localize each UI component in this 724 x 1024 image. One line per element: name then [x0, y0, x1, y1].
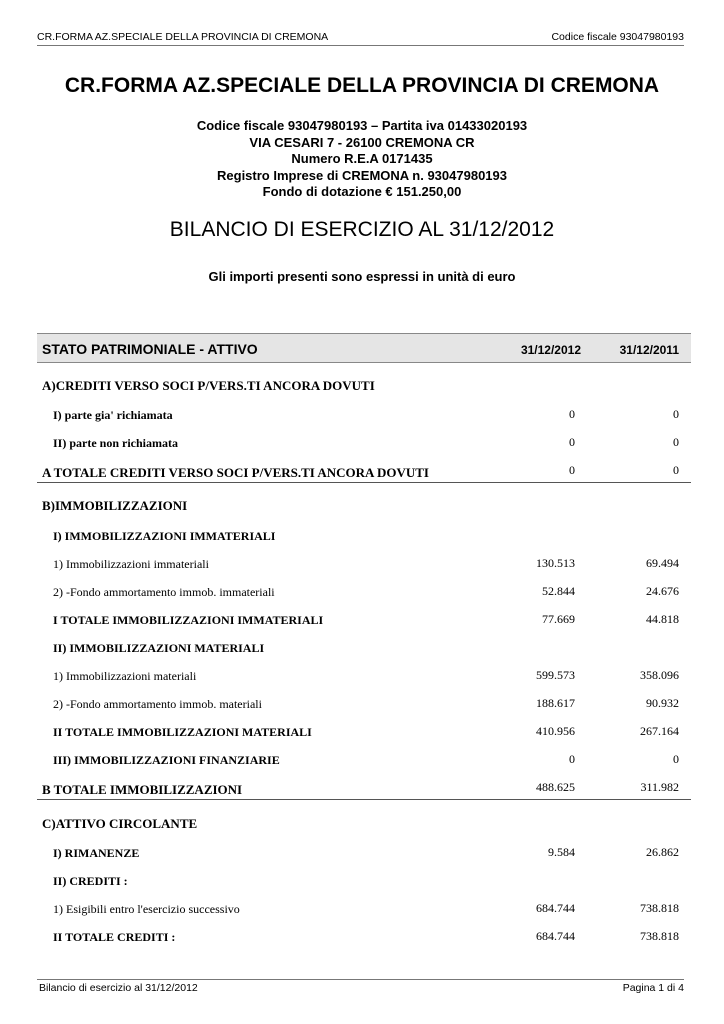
- table-row: [37, 583, 691, 603]
- row-value-2012: 488.625: [536, 780, 575, 794]
- row-value-2011: 267.164: [640, 724, 679, 738]
- row-value-2011: 358.096: [640, 668, 679, 682]
- row-label: 1) Immobilizzazioni immateriali: [53, 557, 209, 571]
- row-value-2012: 0: [569, 752, 575, 766]
- row-label: 2) -Fondo ammortamento immob. immateriali: [53, 585, 275, 599]
- row-label: II) parte non richiamata: [53, 436, 178, 450]
- row-label: C)ATTIVO CIRCOLANTE: [42, 816, 198, 831]
- row-label: I) RIMANENZE: [53, 846, 140, 860]
- footer-document-title: Bilancio di esercizio al 31/12/2012: [39, 982, 198, 994]
- row-value-2012: 0: [569, 435, 575, 449]
- row-value-2012: 410.956: [536, 724, 575, 738]
- row-value-2011: 69.494: [646, 556, 679, 570]
- table-row: [37, 695, 691, 715]
- row-label: II) IMMOBILIZZAZIONI MATERIALI: [53, 641, 265, 655]
- row-value-2011: 738.818: [640, 929, 679, 943]
- table-row: [37, 844, 691, 864]
- info-line-address: VIA CESARI 7 - 26100 CREMONA CR: [249, 134, 475, 150]
- table-row: [37, 814, 691, 834]
- table-row-total: [37, 611, 691, 631]
- row-label: B)IMMOBILIZZAZIONI: [42, 498, 188, 513]
- row-value-2012: 52.844: [542, 584, 575, 598]
- row-value-2011: 738.818: [640, 901, 679, 915]
- row-value-2011: 0: [673, 752, 679, 766]
- table-row: [37, 900, 691, 920]
- row-value-2011: 26.862: [646, 845, 679, 859]
- row-value-2012: 130.513: [536, 556, 575, 570]
- table-row: [37, 555, 691, 575]
- table-row: [37, 496, 691, 516]
- column-2011: 31/12/2011: [619, 343, 679, 357]
- company-info: [0, 118, 724, 201]
- table-row-total: [37, 723, 691, 743]
- row-value-2012: 77.669: [542, 612, 575, 626]
- row-label: II) CREDITI :: [53, 874, 128, 888]
- table-row-total: [37, 462, 691, 483]
- row-value-2011: 0: [673, 407, 679, 421]
- row-label: 2) -Fondo ammortamento immob. materiali: [53, 697, 262, 711]
- table-row: [37, 376, 691, 396]
- table-row-total: [37, 928, 691, 948]
- row-value-2011: 0: [673, 463, 679, 477]
- table-row: [37, 872, 691, 892]
- info-line-fund: Fondo di dotazione € 151.250,00: [262, 184, 462, 199]
- header-company: CR.FORMA AZ.SPECIALE DELLA PROVINCIA DI CREMONA: [37, 31, 329, 43]
- table-row: [37, 639, 691, 659]
- table-row: [37, 434, 691, 454]
- page-number: Pagina 1 di 4: [622, 982, 684, 994]
- row-value-2011: 24.676: [646, 584, 679, 598]
- info-line-fiscal: Codice fiscale 93047980193 – Partita iva 01433020193: [196, 118, 528, 133]
- table-row: [37, 527, 691, 547]
- table-row-total: [37, 779, 691, 800]
- row-label: 1) Immobilizzazioni materiali: [53, 669, 197, 683]
- row-value-2011: 311.982: [640, 780, 679, 794]
- row-value-2011: 44.818: [646, 612, 679, 626]
- row-label: III) IMMOBILIZZAZIONI FINANZIARIE: [53, 753, 280, 767]
- currency-note: Gli importi presenti sono espressi in unità di euro: [208, 269, 516, 284]
- row-value-2011: 90.932: [646, 696, 679, 710]
- header-fiscal-code: Codice fiscale 93047980193: [551, 31, 684, 43]
- info-line-rea: Numero R.E.A 0171435: [291, 151, 433, 166]
- table-heading: STATO PATRIMONIALE - ATTIVO: [42, 341, 258, 357]
- running-footer: [37, 979, 684, 996]
- row-label: II TOTALE IMMOBILIZZAZIONI MATERIALI: [53, 725, 312, 739]
- running-header: [37, 29, 684, 46]
- row-label: A)CREDITI VERSO SOCI P/VERS.TI ANCORA DOVUTI: [42, 378, 375, 393]
- table-row: [37, 667, 691, 687]
- row-label: 1) Esigibili entro l'esercizio successivo: [53, 902, 240, 916]
- row-value-2012: 599.573: [536, 668, 575, 682]
- row-value-2012: 684.744: [536, 901, 575, 915]
- table-header: [37, 333, 691, 363]
- row-value-2011: 0: [673, 435, 679, 449]
- row-label: A TOTALE CREDITI VERSO SOCI P/VERS.TI ANCORA DOVUTI: [42, 465, 429, 480]
- report-title: BILANCIO DI ESERCIZIO AL 31/12/2012: [169, 218, 555, 241]
- row-value-2012: 0: [569, 463, 575, 477]
- column-2012: 31/12/2012: [520, 343, 581, 357]
- row-label: I) parte gia' richiamata: [53, 408, 173, 422]
- info-line-registry: Registro Imprese di CREMONA n. 93047980193: [217, 167, 507, 183]
- table-row: [37, 751, 691, 771]
- row-value-2012: 188.617: [536, 696, 575, 710]
- row-value-2012: 684.744: [536, 929, 575, 943]
- row-value-2012: 9.584: [548, 845, 575, 859]
- row-value-2012: 0: [569, 407, 575, 421]
- company-title: CR.FORMA AZ.SPECIALE DELLA PROVINCIA DI CREMONA: [64, 74, 660, 97]
- row-label: II TOTALE CREDITI :: [53, 930, 176, 944]
- table-row: [37, 406, 691, 426]
- row-label: B TOTALE IMMOBILIZZAZIONI: [42, 782, 243, 797]
- row-label: I) IMMOBILIZZAZIONI IMMATERIALI: [53, 529, 276, 543]
- row-label: I TOTALE IMMOBILIZZAZIONI IMMATERIALI: [53, 613, 324, 627]
